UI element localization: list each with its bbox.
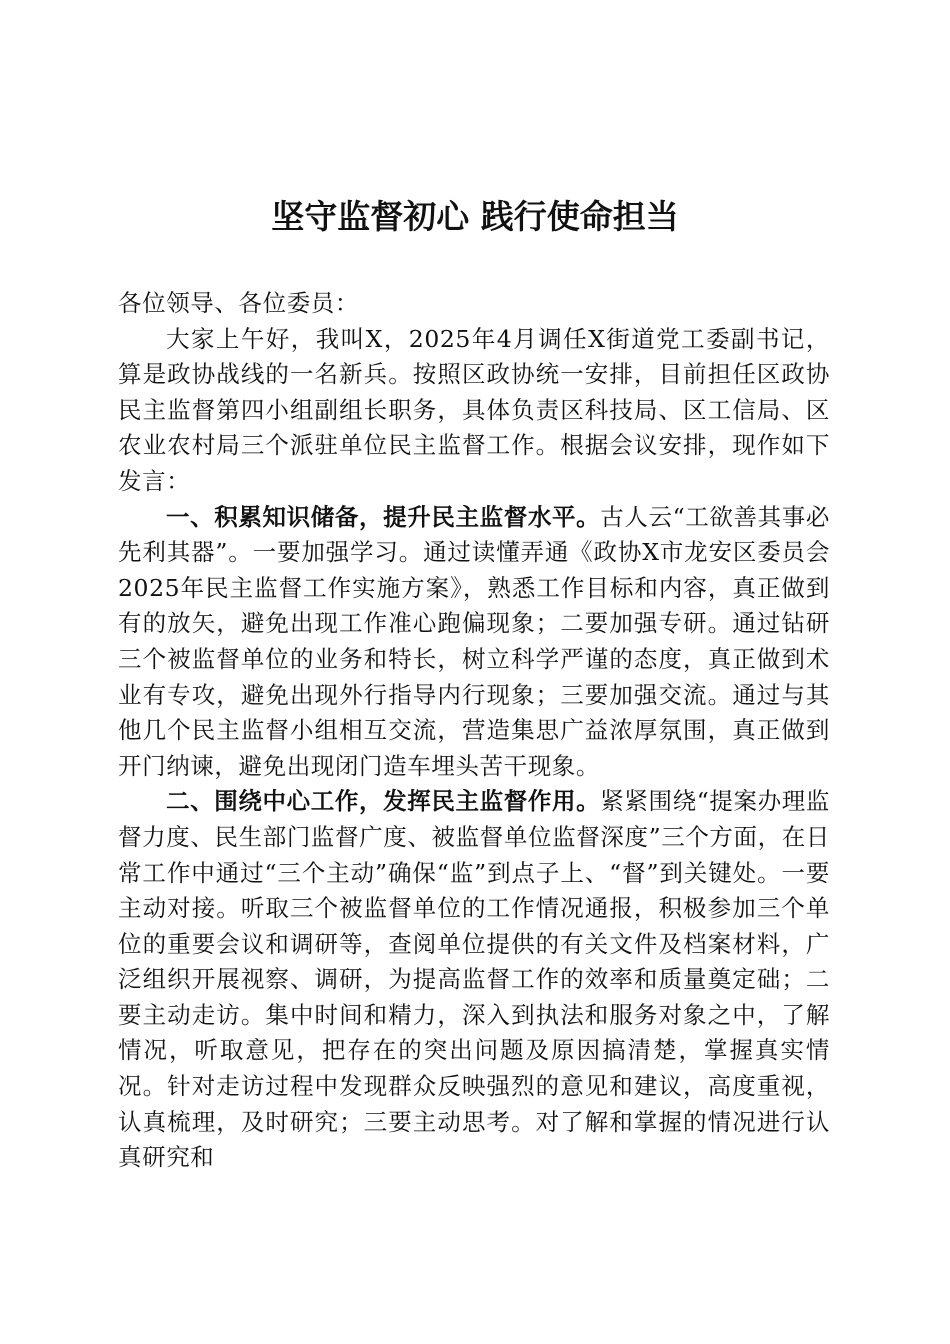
section-heading-two: 二、围绕中心工作，发挥民主监督作用。: [166, 787, 601, 816]
paragraph-intro: [118, 322, 830, 500]
section-heading-one: 一、积累知识储备，提升民主监督水平。: [166, 502, 601, 531]
paragraph-section-one: [118, 500, 830, 785]
paragraph-text: 大家上午好，我叫X，2025年4月调任X街道党工委副书记，算是政协战线的一名新兵。按照区政协统一安排，目前担任区政协民主监督第四小组副组长职务，具体负责区科技局、区工信局、区农业农村局三个派驻单位民主监督工作。根据会议安排，现作如下发言：: [118, 324, 830, 495]
paragraph-text: 紧紧围绕“提案办理监督力度、民生部门监督广度、被监督单位监督深度”三个方面，在日常工作中通过“三个主动”确保“监”到点子上、“督”到关键处。一要主动对接。听取三个被监督单位的工作情况通报，积极参加三个单位的重要会议和调研等，查阅单位提供的有关文件及档案材料，广泛组织开展视察、调研，为提高监督工作的效率和质量奠定础；二要主动走访。集中时间和精力，深入到执法和服务对象之中，了解情况，听取意见，把存在的突出问题及原因搞清楚，掌握真实情况。针对走访过程中发现群众反映强烈的意见和建议，高度重视，认真梳理，及时研究；三要主动思考。对了解和掌握的情况进行认真研究和: [118, 787, 830, 1172]
document-body: [118, 286, 830, 1176]
paragraph-section-two: [118, 784, 830, 1176]
salutation: 各位领导、各位委员：: [118, 289, 359, 317]
paragraph-text: 古人云“工欲善其事必先利其器”。一要加强学习。通过读懂弄通《政协X市龙安区委员会2025年民主监督工作实施方案》，熟悉工作目标和内容，真正做到有的放矢，避免出现工作准心跑偏现象；二要加强专研。通过钻研三个被监督单位的业务和特长，树立科学严谨的态度，真正做到术业有专攻，避免出现外行指导内行现象；三要加强交流。通过与其他几个民主监督小组相互交流，营造集思广益浓厚氛围，真正做到开门纳谏，避免出现闭门造车埋头苦干现象。: [118, 502, 830, 780]
document-title: 坚守监督初心 践行使命担当: [271, 197, 679, 236]
